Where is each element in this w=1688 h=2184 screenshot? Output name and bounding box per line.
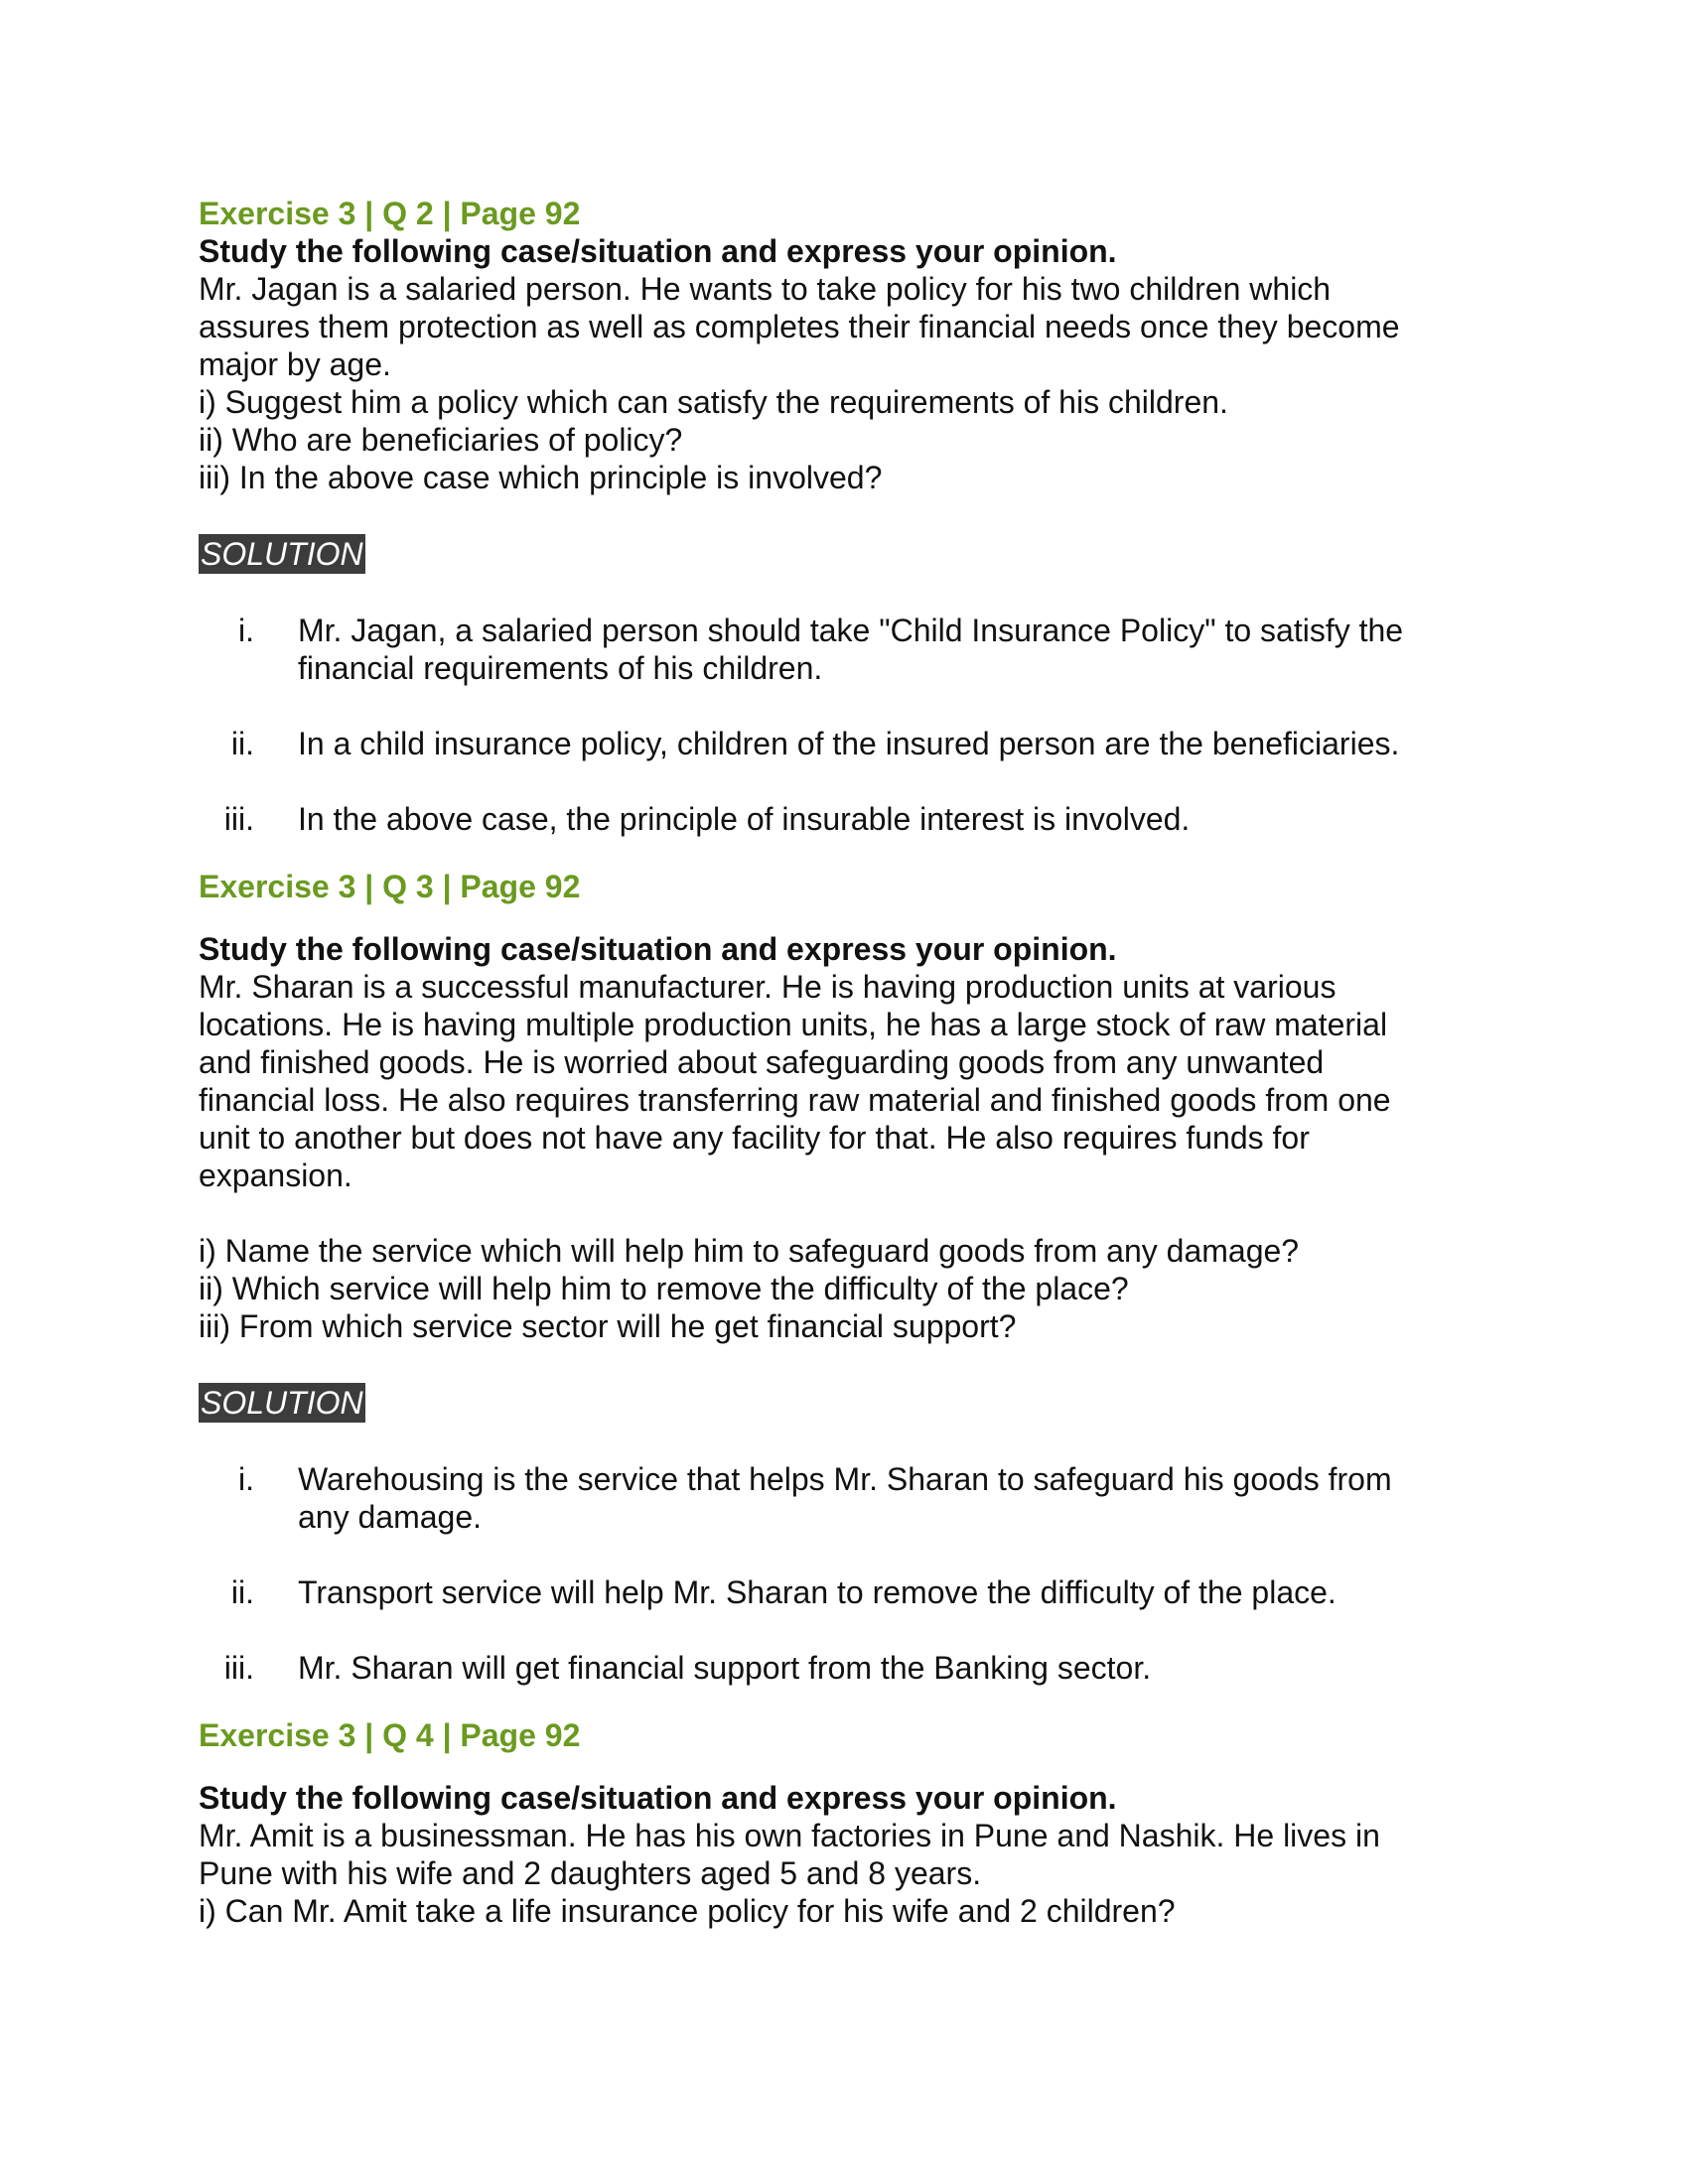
case-line: Mr. Jagan is a salaried person. He wants to take policy for his two children which — [199, 271, 1332, 307]
case-line: financial loss. He also requires transferring raw material and finished goods from one — [199, 1082, 1391, 1118]
solution-text: any damage. — [298, 1499, 483, 1535]
solution-number: ii. — [230, 726, 254, 761]
case-line: unit to another but does not have any facility for that. He also requires funds for — [199, 1120, 1310, 1156]
question-line: i) Suggest him a policy which can satisfy the requirements of his children. — [199, 384, 1228, 420]
solution-item — [199, 612, 1489, 687]
solution-number: iii. — [223, 1650, 254, 1686]
solution-text: financial requirements of his children. — [298, 650, 823, 686]
case-line: Pune with his wife and 2 daughters aged 5 and 8 years. — [199, 1855, 982, 1891]
solution-item — [199, 1649, 1489, 1687]
exercise-heading: Exercise 3 | Q 2 | Page 92 — [199, 196, 581, 231]
solution-text: In the above case, the principle of insurable interest is involved. — [298, 801, 1191, 837]
solution-text: Mr. Jagan, a salaried person should take "Child Insurance Policy" to satisfy the — [298, 613, 1404, 648]
spacer — [199, 687, 1489, 725]
solution-item — [199, 800, 1489, 838]
question-line: ii) Which service will help him to remove the difficulty of the place? — [199, 1271, 1129, 1306]
solution-list — [199, 612, 1489, 838]
case-line: major by age. — [199, 346, 391, 382]
case-line: Mr. Amit is a businessman. He has his own factories in Pune and Nashik. He lives in — [199, 1818, 1380, 1853]
question-line: ii) Who are beneficiaries of policy? — [199, 422, 683, 458]
solution-text: Warehousing is the service that helps Mr. Sharan to safeguard his goods from — [298, 1461, 1392, 1497]
solution-item — [199, 1573, 1489, 1611]
exercise-heading: Exercise 3 | Q 3 | Page 92 — [199, 869, 581, 904]
solution-text: Mr. Sharan will get financial support from the Banking sector. — [298, 1650, 1152, 1686]
exercise-section-q3 — [199, 868, 1489, 1687]
solution-item — [199, 725, 1489, 762]
spacer — [199, 762, 1489, 800]
case-line: and finished goods. He is worried about safeguarding goods from any unwanted — [199, 1044, 1325, 1080]
solution-badge: SOLUTION — [201, 536, 363, 572]
case-line: i) Can Mr. Amit take a life insurance policy for his wife and 2 children? — [199, 1893, 1176, 1929]
solution-badge: SOLUTION — [201, 1385, 363, 1421]
case-line: assures them protection as well as completes their financial needs once they become — [199, 309, 1400, 344]
solution-item — [199, 1460, 1489, 1536]
solution-number: ii. — [230, 1574, 254, 1610]
spacer — [199, 1536, 1489, 1573]
solution-number: iii. — [223, 801, 254, 837]
question-title: Study the following case/situation and express your opinion. — [199, 1780, 1117, 1816]
exercise-section-q4 — [199, 1716, 1489, 1930]
exercise-section-q2 — [199, 195, 1489, 838]
question-title: Study the following case/situation and express your opinion. — [199, 233, 1117, 269]
solution-number: i. — [238, 1461, 254, 1497]
solution-text: In a child insurance policy, children of the insured person are the beneficiaries. — [298, 726, 1400, 761]
spacer — [199, 1611, 1489, 1649]
solution-text: Transport service will help Mr. Sharan to remove the difficulty of the place. — [298, 1574, 1336, 1610]
case-line: Mr. Sharan is a successful manufacturer. He is having production units at various — [199, 969, 1336, 1005]
question-line: iii) In the above case which principle is involved? — [199, 460, 883, 495]
question-line: i) Name the service which will help him to safeguard goods from any damage? — [199, 1233, 1300, 1269]
case-line: expansion. — [199, 1158, 352, 1193]
case-line: locations. He is having multiple production units, he has a large stock of raw material — [199, 1007, 1388, 1042]
solution-number: i. — [238, 613, 254, 648]
question-line: iii) From which service sector will he get financial support? — [199, 1308, 1017, 1344]
question-title: Study the following case/situation and express your opinion. — [199, 931, 1117, 967]
solution-list — [199, 1460, 1489, 1687]
exercise-heading: Exercise 3 | Q 4 | Page 92 — [199, 1717, 581, 1753]
document-page — [199, 195, 1489, 1930]
